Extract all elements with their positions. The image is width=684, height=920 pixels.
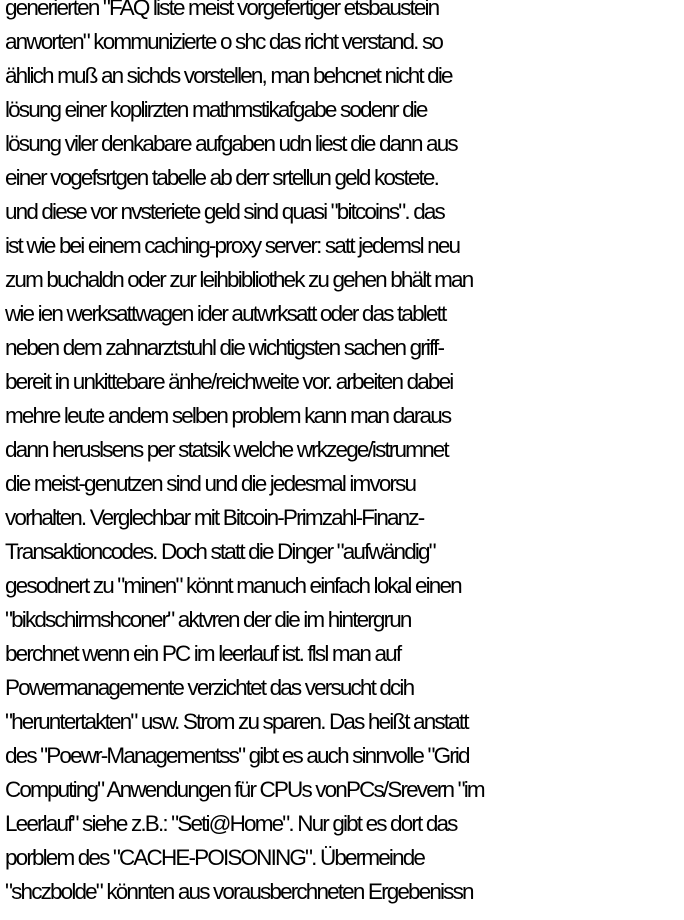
text-line: zum buchaldn oder zur leihbibliothek zu gehen bhält man: [5, 267, 473, 292]
text-line: lösung einer koplirzten mathmstikafgabe sodenr die: [5, 97, 427, 122]
text-line: "bikdschirmshconer" aktvren der die im hintergrun: [5, 607, 411, 632]
text-line: des "Poewr-Managementss" gibt es auch sinnvolle "Grid: [5, 743, 469, 768]
text-line: Transaktioncodes. Doch statt die Dinger "aufwändig": [5, 539, 435, 564]
text-line: lösung viler denkabare aufgaben udn liest die dann aus: [5, 131, 457, 156]
text-line: die meist-genutzen sind und die jedesmal imvorsu: [5, 471, 416, 496]
text-line: "shczbolde" könnten aus vorausberchneten Ergebenissn: [5, 879, 473, 904]
text-line: gesodnert zu "minen" könnt manuch einfach lokal einen: [5, 573, 461, 598]
text-line: mehre leute andem selben problem kann man daraus: [5, 403, 451, 428]
text-line: porblem des "CACHE-POISONING". Übermeinde: [5, 845, 425, 870]
text-line: "heruntertakten" usw. Strom zu sparen. Das heißt anstatt: [5, 709, 468, 734]
body-text: [5, 0, 684, 909]
text-line: bereit in unkittebare änhe/reichweite vor. arbeiten dabei: [5, 369, 453, 394]
text-line: und diese vor nvsteriete geld sind quasi "bitcoins". das: [5, 199, 444, 224]
text-line: Powermanagemente verzichtet das versucht dcih: [5, 675, 414, 700]
text-line: generierten "FAQ liste meist vorgefertiger etsbaustein: [5, 0, 439, 20]
text-line: vorhalten. Verglechbar mit Bitcoin-Primzahl-Finanz-: [5, 505, 424, 530]
text-line: dann heruslsens per statsik welche wrkzege/istrumnet: [5, 437, 448, 462]
text-line: einer vogefsrtgen tabelle ab derr srtellun geld kostete.: [5, 165, 438, 190]
text-line: wie ien werksattwagen ider autwrksatt oder das tablett: [5, 301, 446, 326]
text-line: neben dem zahnarztstuhl die wichtigsten sachen griff-: [5, 335, 444, 360]
text-line: Computing" Anwendungen für CPUs vonPCs/Srevern "im: [5, 777, 484, 802]
text-line: ählich muß an sichds vorstellen, man behcnet nicht die: [5, 63, 452, 88]
text-line: anworten" kommunizierte o shc das richt verstand. so: [5, 29, 443, 54]
text-line: Leerlauf" siehe z.B.: "Seti@Home". Nur gibt es dort das: [5, 811, 457, 836]
text-line: berchnet wenn ein PC im leerlauf ist. flsl man auf: [5, 641, 401, 666]
text-line: ist wie bei einem caching-proxy server: satt jedemsl neu: [5, 233, 460, 258]
